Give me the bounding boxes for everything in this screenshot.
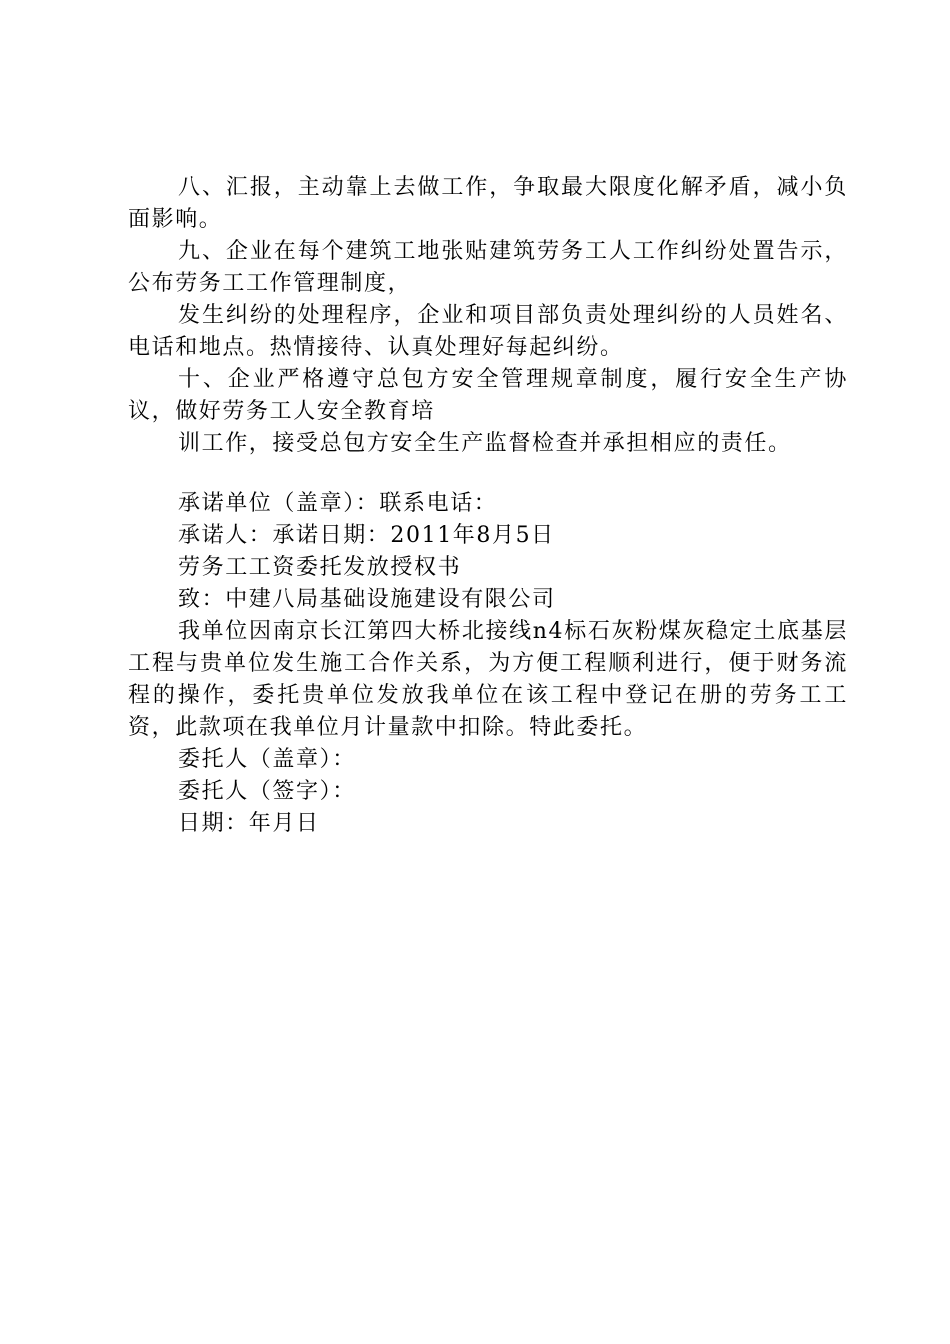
- paragraph-ten: 十、企业严格遵守总包方安全管理规章制度，履行安全生产协议，做好劳务工人安全教育培: [128, 367, 848, 424]
- authorization-sign-line: 委托人（签字）：: [178, 779, 356, 804]
- paragraph-eight: 八、汇报，主动靠上去做工作，争取最大限度化解矛盾，减小负面影响。: [128, 175, 848, 232]
- authorization-seal-line: 委托人（盖章）：: [178, 747, 356, 772]
- commitment-unit-line: 承诺单位（盖章）：联系电话：: [178, 491, 498, 516]
- paragraph-training: 训工作，接受总包方安全生产监督检查并承担相应的责任。: [178, 431, 792, 456]
- paragraph-nine: 九、企业在每个建筑工地张贴建筑劳务工人工作纠纷处置告示，公布劳务工工作管理制度，: [128, 239, 848, 296]
- authorization-date-line: 日期：年月日: [178, 811, 320, 836]
- authorization-body: 我单位因南京长江第四大桥北接线n4标石灰粉煤灰稳定土底基层工程与贵单位发生施工合作关系，为方便工程顺利进行，便于财务流程的操作，委托贵单位发放我单位在该工程中登记在册的劳务工工资，此款项在我单位月计量款中扣除。特此委托。: [128, 619, 848, 740]
- authorization-title: 劳务工工资委托发放授权书: [178, 555, 462, 580]
- paragraph-dispute-procedure: 发生纠纷的处理程序，企业和项目部负责处理纠纷的人员姓名、电话和地点。热情接待、认真处理好每起纠纷。: [128, 303, 848, 360]
- commitment-person-line: 承诺人：承诺日期：2011年8月5日: [178, 523, 555, 548]
- section-gap: [128, 460, 848, 488]
- document-body: [128, 172, 848, 840]
- authorization-addressee: 致：中建八局基础设施建设有限公司: [178, 587, 556, 612]
